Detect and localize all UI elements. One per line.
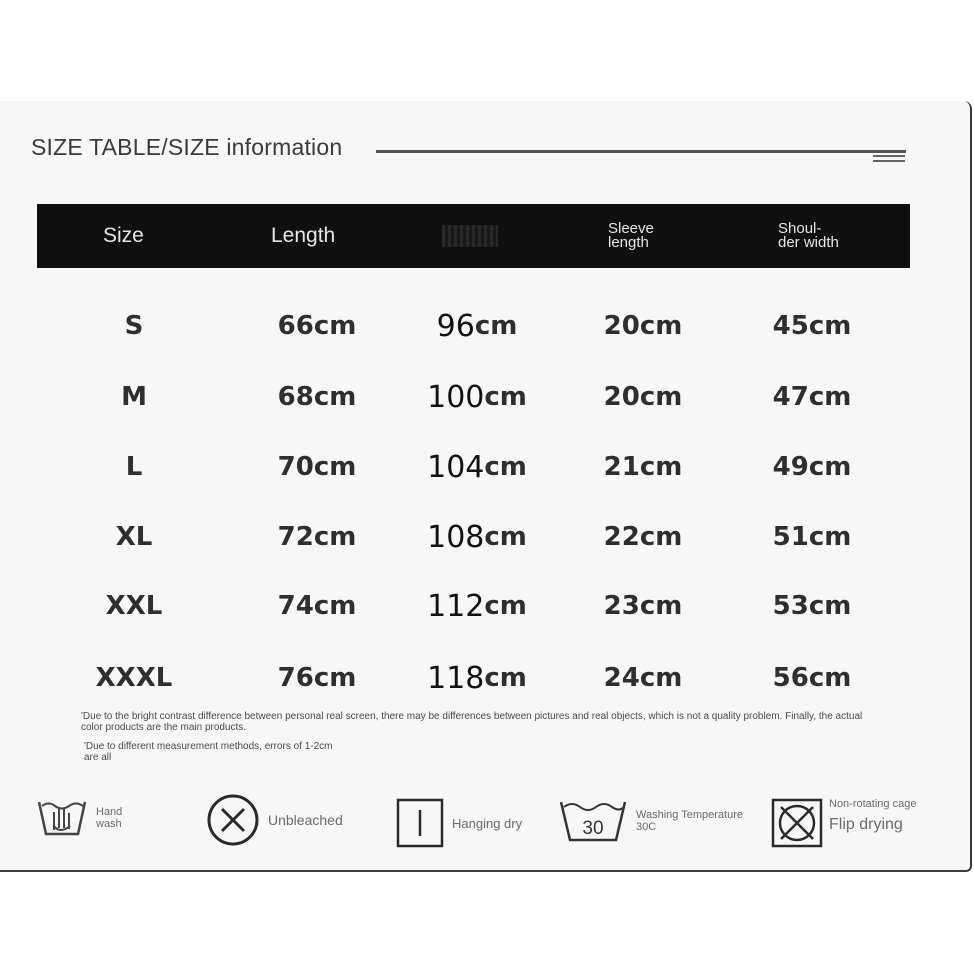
chest-cell [412,653,542,703]
column-header-length: Length [271,224,336,247]
length-cell: 74cm [277,591,357,621]
contrast-note: 'Due to the bright contrast difference between personal real screen, there may be differences between pictures and real objects, which is not a quality problem. Finally, the actual color products are the main products. [81,711,863,733]
care-item-flip-drying [771,798,916,848]
chest-cell [412,442,542,492]
care-item-hanging-dry [396,798,522,848]
column-header-size: Size [103,224,144,247]
wash-30-icon [558,798,628,844]
shoulder-cell: 53cm [772,591,852,621]
chest-value: 96 [436,308,475,344]
chest-value: 118 [427,660,485,696]
care-label: Flip drying [829,816,903,833]
table-row [37,581,910,631]
wash-temperature-badge: 30 [582,818,604,839]
table-row [37,653,910,703]
shoulder-cell: 45cm [772,311,852,341]
size-cell: XXXL [95,663,173,693]
table-header [37,204,910,268]
hand-wash-icon [36,796,88,840]
table-row [37,442,910,492]
care-item-hand-wash [36,796,122,840]
obscured-label [442,225,498,247]
hang-dry-icon [396,798,444,848]
size-cell: XL [115,522,153,552]
chest-unit: cm [484,591,527,621]
size-cell: S [124,311,144,341]
chest-unit: cm [474,311,518,341]
chest-value: 100 [427,379,485,415]
page-title: SIZE TABLE/SIZE information [31,134,343,160]
table-row [37,372,910,422]
chest-cell [412,372,542,422]
sleeve-cell: 23cm [603,591,683,621]
chest-unit: cm [484,452,527,482]
size-cell: M [121,382,147,412]
no-tumble-dry-icon [771,798,823,848]
sleeve-cell: 20cm [603,382,683,412]
shoulder-cell: 49cm [772,452,852,482]
chest-value: 112 [427,588,485,624]
care-label-group [829,798,917,834]
column-header-chest [442,204,498,268]
sleeve-cell: 20cm [603,311,683,341]
column-header-shoulder: Shoul- der width [778,220,839,251]
length-cell: 72cm [277,522,357,552]
care-label: Unbleached [268,812,343,828]
shoulder-cell: 51cm [772,522,852,552]
sleeve-cell: 24cm [603,663,683,693]
care-label: Hanging dry [452,815,523,831]
length-cell: 70cm [277,452,357,482]
chest-cell [412,581,542,631]
care-label: Hand wash [96,806,123,830]
length-cell: 66cm [277,311,357,341]
care-label: Washing Temperature 30C [636,809,743,833]
chest-value: 108 [427,519,485,555]
size-cell: L [125,452,143,482]
length-cell: 76cm [277,663,357,693]
chest-unit: cm [484,663,527,693]
chest-unit: cm [484,522,527,552]
length-cell: 68cm [277,382,357,412]
table-row [37,512,910,562]
care-item-unbleached [206,793,343,847]
column-header-sleeve: Sleeve length [608,220,654,251]
do-not-bleach-icon [206,793,260,847]
chest-unit: cm [484,382,527,412]
heading-divider [376,150,906,153]
size-info-card [0,101,972,872]
care-item-wash-temperature [558,798,743,844]
measurement-note: 'Due to different measurement methods, errors of 1-2cm are all [84,741,333,763]
chest-cell [412,512,542,562]
heading-divider-ticks [873,155,905,165]
table-row [37,301,910,351]
chest-value: 104 [427,449,485,485]
shoulder-cell: 56cm [772,663,852,693]
care-label-top: Non-rotating cage [829,798,917,810]
sleeve-cell: 22cm [603,522,683,552]
size-cell: XXL [105,591,163,621]
sleeve-cell: 21cm [603,452,683,482]
chest-cell [412,301,542,351]
shoulder-cell: 47cm [772,382,852,412]
